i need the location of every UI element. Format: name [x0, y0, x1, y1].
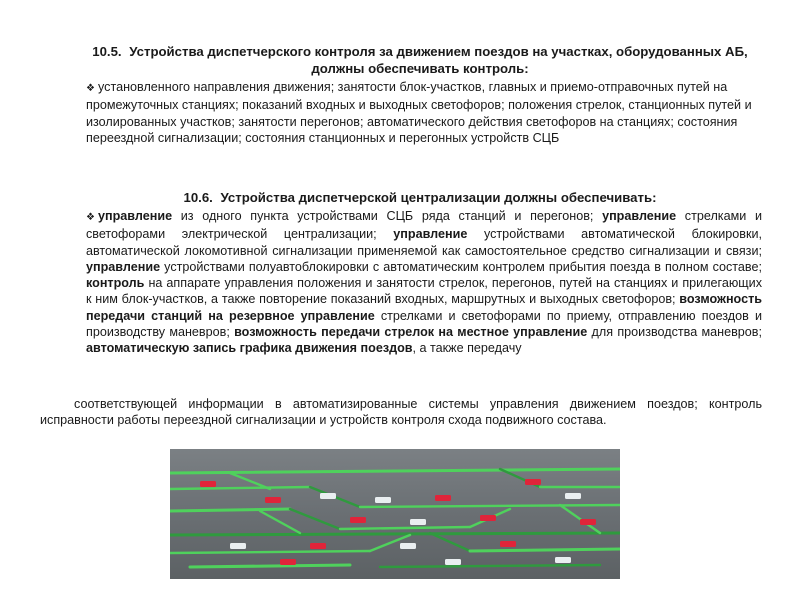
emphasized-term: контроль [86, 276, 145, 291]
white-signal-indicator [375, 497, 391, 503]
white-signal-indicator [555, 557, 571, 563]
white-signal-indicator [230, 543, 246, 549]
white-signal-indicator [445, 559, 461, 565]
red-signal-indicator [350, 517, 366, 523]
white-signal-indicator [410, 519, 426, 525]
emphasized-term: автоматическую запись графика движения поездов [86, 341, 413, 356]
track-segment [170, 533, 620, 535]
dispatcher-panel-photo [170, 449, 620, 579]
text-segment: устройствами автоматической блокировки, автоматической локомотивной сигнализации применяемой как самостоятельное средство сигнализации и связи; [86, 227, 762, 258]
emphasized-term: возможность передачи стрелок на местное управление [234, 325, 588, 340]
emphasized-term: управление [98, 209, 173, 223]
track-segment [470, 549, 620, 551]
red-signal-indicator [280, 559, 296, 565]
text-segment: стрелками и светофорами по приему, отправлению поездов и производству маневров; [86, 308, 762, 340]
text-segment: на аппарате управления положения и занятости стрелок, перегонов, путей на станциях и прилегающих к ним блок-участков, а также повторение показаний входных, маршрутных и выходных светофоров; [86, 276, 762, 307]
section-10-6-text [86, 209, 762, 355]
section-10-6-body [86, 208, 762, 357]
text-segment: для производства маневров; [587, 325, 763, 340]
section-10-6-title [80, 189, 760, 206]
section-title-text: Устройства диспетчерского контроля за движением поездов на участках, оборудованных АБ, должны обеспечивать контроль: [129, 44, 748, 76]
white-signal-indicator [400, 543, 416, 549]
section-10-5-text: установленного направления движения; занятости блок-участков, главных и приемо-отправочных путей на промежуточных станциях; показаний входных и выходных светофоров; положения стрелок, станционных путей и изолированных участков; занятости перегонов; автоматического действия светофоров на станциях; состояния переездной сигнализации; состояния станционных и перегонных устройств СЦБ [86, 80, 752, 145]
red-signal-indicator [580, 519, 596, 525]
white-signal-indicator [565, 493, 581, 499]
section-number: 10.6. [183, 190, 213, 205]
track-segment [170, 509, 290, 511]
red-signal-indicator [265, 497, 281, 503]
section-title-text: Устройства диспетчерской централизации должны обеспечивать: [220, 190, 657, 205]
white-signal-indicator [320, 493, 336, 499]
text-segment: устройствами полуавтоблокировки с автоматическим контролем прибытия поезда в полном составе; [160, 259, 762, 274]
text-segment: стрелками и светофорами электрической централизации; [86, 209, 762, 242]
emphasized-term: управление [602, 209, 677, 223]
section-10-6-continuation: соответствующей информации в автоматизированные системы управления движением поездов; контроль исправности работы переездной сигнализации и устройств контроля схода подвижного состава. [40, 397, 762, 428]
diamond-bullet-icon: ❖ [86, 83, 95, 94]
red-signal-indicator [310, 543, 326, 549]
section-10-5-title [80, 43, 760, 77]
track-diagram-image [170, 449, 620, 579]
red-signal-indicator [525, 479, 541, 485]
track-segment [190, 565, 350, 567]
red-signal-indicator [480, 515, 496, 521]
emphasized-term: управление [86, 259, 161, 274]
emphasized-term: возможность передачи станций на резервное управление [86, 292, 762, 323]
diamond-bullet-icon: ❖ [86, 212, 95, 223]
red-signal-indicator [500, 541, 516, 547]
section-number: 10.5. [92, 44, 122, 59]
red-signal-indicator [435, 495, 451, 501]
section-10-5-body [86, 79, 762, 146]
text-segment: из одного пункта устройствами СЦБ ряда станций и перегонов; [172, 209, 603, 223]
emphasized-term: управление [393, 227, 468, 242]
red-signal-indicator [200, 481, 216, 487]
text-segment: , а также передачу [412, 341, 522, 356]
